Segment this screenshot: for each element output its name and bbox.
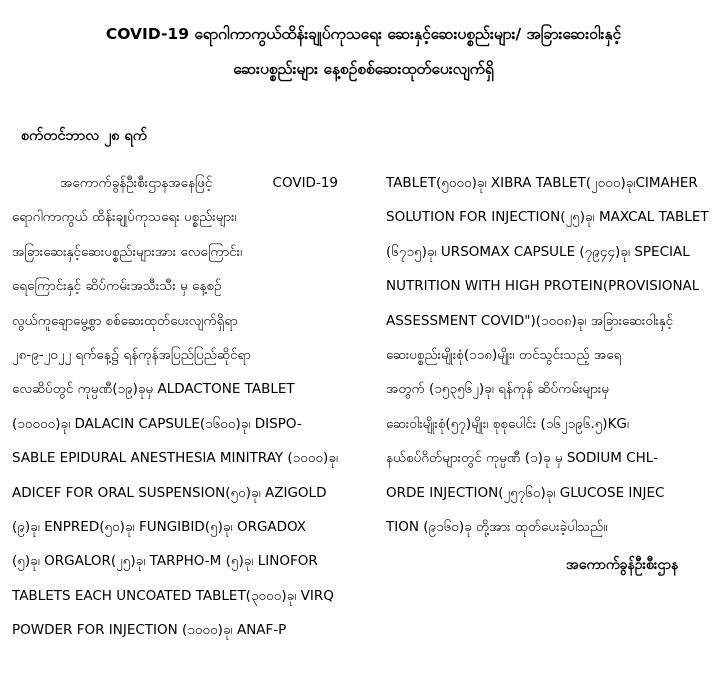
text-line: (၉)ခု၊ ENPRED(၅၀)ခု၊ FUNGIBID(၅)ခု၊ ORGADOX [12, 519, 307, 535]
text-line: (၆၇၁၅)ခု၊ URSOMAX CAPSULE (၇၉၄၄)ခု၊ SPECIAL [386, 243, 690, 260]
text-line: TABLETS EACH UNCOATED TABLET(၃၀၀၀)ခု၊ VIRQ [12, 587, 334, 604]
text-line: TION (၉၁၆၀)ခု တို့အား ထုတ်ပေးခဲ့ပါသည်။ [386, 519, 608, 535]
text-line: ADICEF FOR ORAL SUSPENSION(၅၀)ခု၊ AZIGOLD [12, 484, 327, 501]
text-line: ASSESSMENT COVID")(၁၀၀၈)ခု၊ အခြားဆေးဝါးနှင့် [386, 312, 674, 329]
text-line: ဆေးပစ္စည်းမျိုးစုံ(၁၁၈)မျိုး၊ တင်သွင်းသည့် အရေ [386, 347, 622, 363]
text-line: SABLE EPIDURAL ANESTHESIA MINITRAY (၁၀၀၀)ခု၊ [12, 450, 339, 467]
text-line: အကောက်ခွန်ဦးစီးဌာနအနေဖြင့် COVID-19 [60, 175, 338, 191]
text-line: TABLET(၅၀၀၀)ခု၊ XIBRA TABLET(၂၀၀၀)ခု၊CIMAHER [386, 175, 698, 191]
text-line: ရောဂါကာကွယ် ထိန်းချုပ်ကုသရေး ပစ္စည်းများ၊ [12, 209, 237, 226]
title-line-2: ဆေးပစ္စည်းများ နေ့စဉ်စစ်ဆေးထုတ်ပေးလျက်ရှိ [233, 60, 494, 78]
text-line: အခြားဆေးနှင့်ဆေးပစ္စည်းများအား လေကြောင်း၊ [12, 243, 243, 260]
text-line: ၂၈-၉-၂၀၂၂ ရက်နေ့၌ ရန်ကုန်အပြည်ပြည်ဆိုင်ရာ [12, 347, 251, 363]
text-line: (၁၀၀၀၀)ခု၊ DALACIN CAPSULE(၁၆၀၀)ခု၊ DISPO- [12, 415, 302, 432]
text-line: ဆေးဝါးမျိုးစုံ(၅၇)မျိုး၊ စုစုပေါင်း (၁၆၂၁၉၆.၅)KG၊ [386, 415, 630, 432]
text-line: NUTRITION WITH HIGH PROTEIN(PROVISIONAL [386, 278, 700, 295]
text-line: POWDER FOR INJECTION (၁၀၀၀)ခု၊ ANAF-P [12, 622, 287, 639]
date-heading: စက်တင်ဘာလ ၂၈ ရက် [21, 128, 148, 144]
signature: အကောက်ခွန်ဦးစီးဌာန [566, 557, 679, 573]
title-line-1: COVID-19 ရောဂါကာကွယ်ထိန်းချုပ်ကုသရေး ဆေးနှင့်ဆေးပစ္စည်းများ/ အခြားဆေးဝါးနှင့် [105, 25, 622, 43]
text-line: လေဆိပ်တွင် ကုမ္ပဏီ(၁၉)ခုမှ ALDACTONE TABLET [12, 381, 295, 398]
text-line: နယ်စပ်ဂိတ်များတွင် ကုမ္ပဏီ (၁)ခု မှ SODIUM CHL- [386, 450, 658, 467]
text-line: ရေကြောင်းနှင့် ဆိပ်ကမ်းအသီးသီး မှ နေ့စဉ် [12, 278, 222, 295]
text-line: လွယ်ကူချောမွေ့စွာ စစ်ဆေးထုတ်ပေးလျက်ရှိရာ [12, 312, 238, 329]
text-line: အတွက် (၁၅၃၅၆၂)ခု၊ ရန်ကုန် ဆိပ်ကမ်းများမှ [386, 381, 610, 398]
text-line: ORDE INJECTION(၂၅၇၆၀)ခု၊ GLUCOSE INJEC [386, 484, 665, 501]
text-line: (၅)ခု၊ ORGALOR(၂၅)ခု၊ TARPHO-M (၅)ခု၊ LINOFOR [12, 553, 318, 570]
text-line: SOLUTION FOR INJECTION(၂၅)ခု၊ MAXCAL TABLET [386, 209, 709, 226]
